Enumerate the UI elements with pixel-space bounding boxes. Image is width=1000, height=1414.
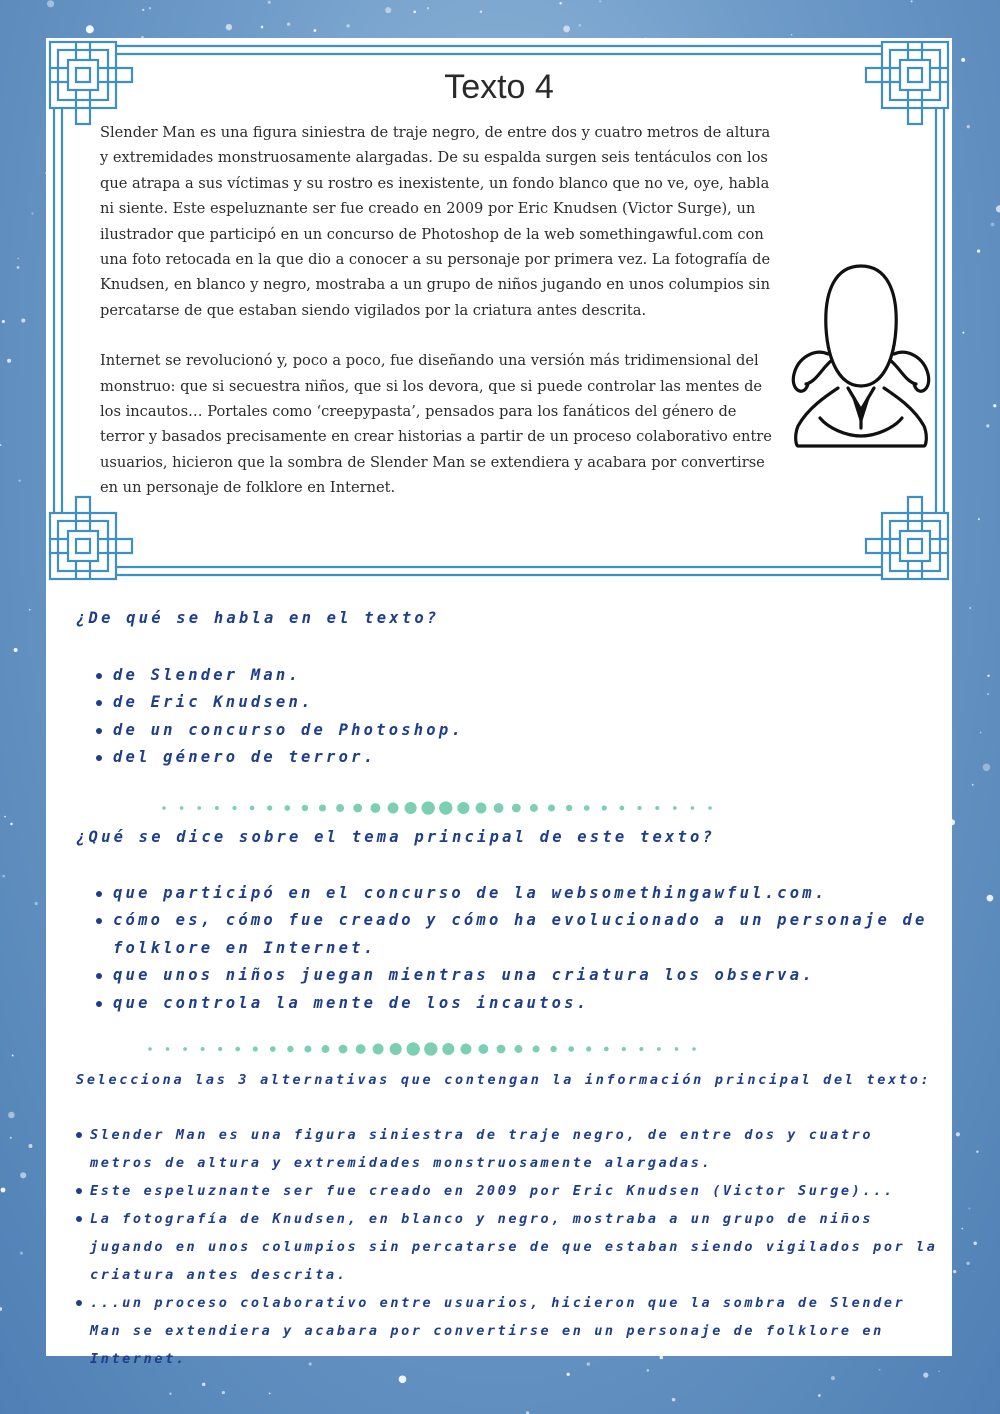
question-3-options — [76, 1121, 946, 1373]
story-text — [100, 120, 776, 526]
story-paragraph-2: Internet se revolucionó y, poco a poco, fue diseñando una versión más tridimensional del monstruo: que si secuestra niños, que si los devora, que si puede controlar las mentes de los incautos… Portales como ‘creepypasta’, pensados para los fanáticos del género de terror y basados precisamente en crear historias a partir de un proceso colaborativo entre usuarios, hicieron que la sombra de Slender Man se extendiera y acabara por convertirse en un personaje de folklore en Internet. — [100, 352, 772, 497]
page-title: Texto 4 — [444, 68, 554, 106]
dot-divider-2 — [46, 1039, 952, 1059]
slender-man-illustration — [786, 258, 936, 448]
question-1: ¿De qué se habla en el texto? — [76, 609, 440, 627]
question-2-options — [96, 880, 936, 1017]
dot-divider-1 — [46, 798, 952, 818]
option-1-3[interactable]: de un concurso de Photoshop. — [96, 717, 916, 744]
option-3-1[interactable]: Slender Man es una figura siniestra de traje negro, de entre dos y cuatro metros de altura y extremidades monstruosamente alargadas. — [76, 1121, 946, 1177]
story-paragraph-1: Slender Man es una figura siniestra de traje negro, de entre dos y cuatro metros de altura y extremidades monstruosamente alargadas. De su espalda surgen seis tentáculos con los que atrapa a sus víctimas y su rostro es inexistente, un fondo blanco que no ve, oye, habla ni siente. Este espeluznante ser fue creado en 2009 por Eric Knudsen (Victor Surge), un ilustrador que participó en un concurso de Photoshop de la web somethingawful.com con una foto retocada en la que dio a conocer a su personaje por primera vez. La fotografía de Knudsen, en blanco y negro, mostraba a un grupo de niños jugando en unos columpios sin percatarse de que estaban siendo vigilados por la criatura antes descrita. — [100, 124, 771, 319]
option-2-4[interactable]: que controla la mente de los incautos. — [96, 990, 936, 1017]
worksheet — [46, 38, 952, 1367]
question-3: Selecciona las 3 alternativas que contengan la información principal del texto: — [76, 1072, 932, 1088]
option-2-3[interactable]: que unos niños juegan mientras una criatura los observa. — [96, 962, 936, 989]
option-2-2[interactable]: cómo es, cómo fue creado y cómo ha evolucionado a un personaje de folklore en Internet. — [96, 907, 936, 962]
option-3-2[interactable]: Este espeluznante ser fue creado en 2009 por Eric Knudsen (Victor Surge)... — [76, 1177, 946, 1205]
option-3-4[interactable]: ...un proceso colaborativo entre usuarios, hicieron que la sombra de Slender Man se extendiera y acabara por convertirse en un personaje de folklore en Internet. — [76, 1289, 946, 1373]
question-1-options — [96, 662, 916, 772]
option-1-1[interactable]: de Slender Man. — [96, 662, 916, 689]
question-2: ¿Qué se dice sobre el tema principal de este texto? — [76, 828, 716, 846]
option-1-4[interactable]: del género de terror. — [96, 744, 916, 771]
option-1-2[interactable]: de Eric Knudsen. — [96, 689, 916, 716]
option-3-3[interactable]: La fotografía de Knudsen, en blanco y negro, mostraba a un grupo de niños jugando en unos columpios sin percatarse de que estaban siendo vigilados por la criatura antes descrita. — [76, 1205, 946, 1289]
option-2-1[interactable]: que participó en el concurso de la websomethingawful.com. — [96, 880, 936, 907]
